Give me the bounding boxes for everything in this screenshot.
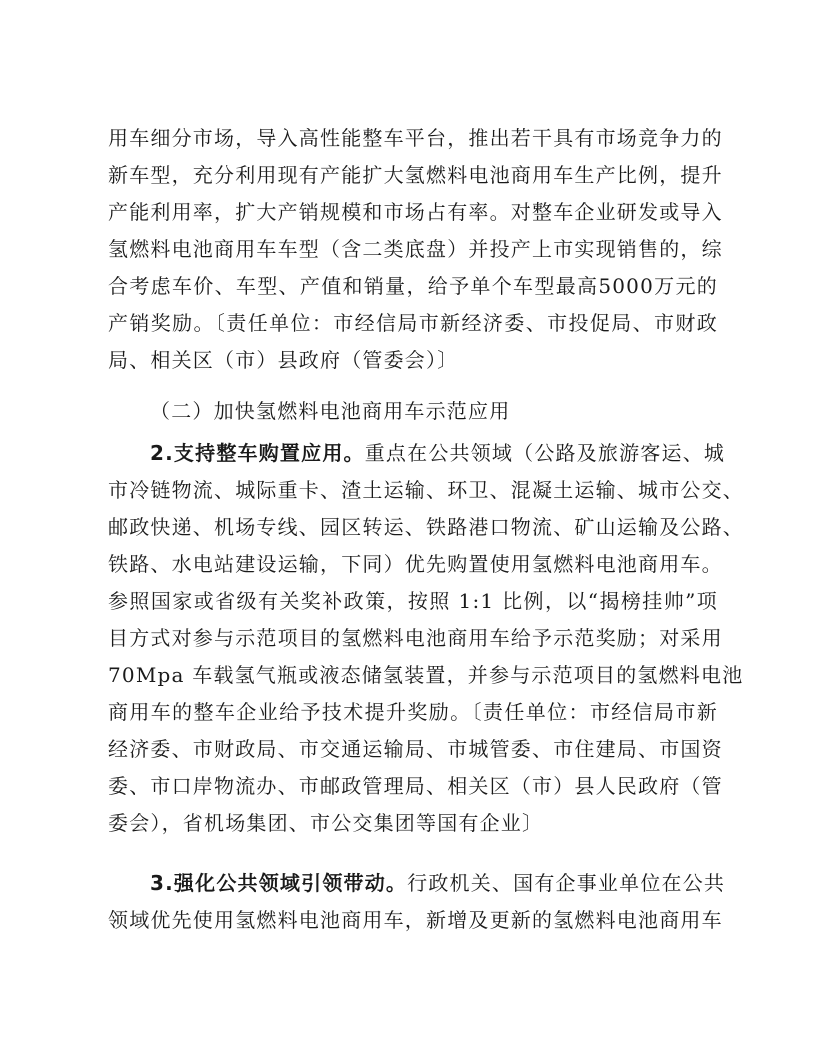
paragraph-line: 委、市口岸物流办、市邮政管理局、相关区（市）县人民政府（管 (108, 774, 723, 798)
section-heading: （二）加快氢燃料电池商用车示范应用 (150, 399, 511, 423)
item-2-title: 2.支持整车购置应用。 (150, 441, 365, 465)
paragraph-line: 产销奖励。〔责任单位：市经信局市新经济委、市投促局、市财政 (108, 311, 718, 335)
paragraph-line: 经济委、市财政局、市交通运输局、市城管委、市住建局、市国资 (108, 737, 723, 761)
paragraph-line: 产能利用率，扩大产销规模和市场占有率。对整车企业研发或导入 (108, 200, 723, 224)
paragraph-line: 商用车的整车企业给予技术提升奖励。〔责任单位：市经信局市新 (108, 700, 718, 724)
paragraph-line: 用车细分市场，导入高性能整车平台，推出若干具有市场竞争力的 (108, 126, 723, 150)
paragraph-line: 目方式对参与示范项目的氢燃料电池商用车给予示范奖励；对采用 (108, 626, 723, 650)
paragraph-line: 合考虑车价、车型、产值和销量，给予单个车型最高5000万元的 (108, 274, 718, 298)
paragraph-line: 铁路、水电站建设运输，下同）优先购置使用氢燃料电池商用车。 (108, 552, 723, 576)
paragraph-line: 70Mpa 车载氢气瓶或液态储氢装置，并参与示范项目的氢燃料电池 (108, 663, 744, 687)
paragraph-line: 领域优先使用氢燃料电池商用车，新增及更新的氢燃料电池商用车 (108, 908, 723, 932)
item-3-title: 3.强化公共领域引领带动。 (150, 871, 408, 895)
paragraph-line: 委会），省机场集团、市公交集团等国有企业〕 (108, 811, 544, 835)
item-2-first-line (150, 435, 726, 471)
paragraph-line: 市冷链物流、城际重卡、渣土运输、环卫、混凝土运输、城市公交、 (108, 478, 744, 502)
item-2-first-line-text: 重点在公共领域（公路及旅游客运、城 (364, 441, 726, 465)
paragraph-line: 氢燃料电池商用车车型（含二类底盘）并投产上市实现销售的，综 (108, 237, 723, 261)
paragraph-line: 参照国家或省级有关奖补政策，按照 1:1 比例，以“揭榜挂帅”项 (108, 589, 718, 613)
item-3-first-line (150, 865, 726, 901)
paragraph-line: 邮政快递、机场专线、园区转运、铁路港口物流、矿山运输及公路、 (108, 515, 744, 539)
paragraph-line: 局、相关区（市）县政府（管委会）〕 (108, 348, 459, 372)
paragraph-line: 新车型，充分利用现有产能扩大氢燃料电池商用车生产比例，提升 (108, 163, 723, 187)
item-3-first-line-text: 行政机关、国有企事业单位在公共 (407, 871, 726, 895)
